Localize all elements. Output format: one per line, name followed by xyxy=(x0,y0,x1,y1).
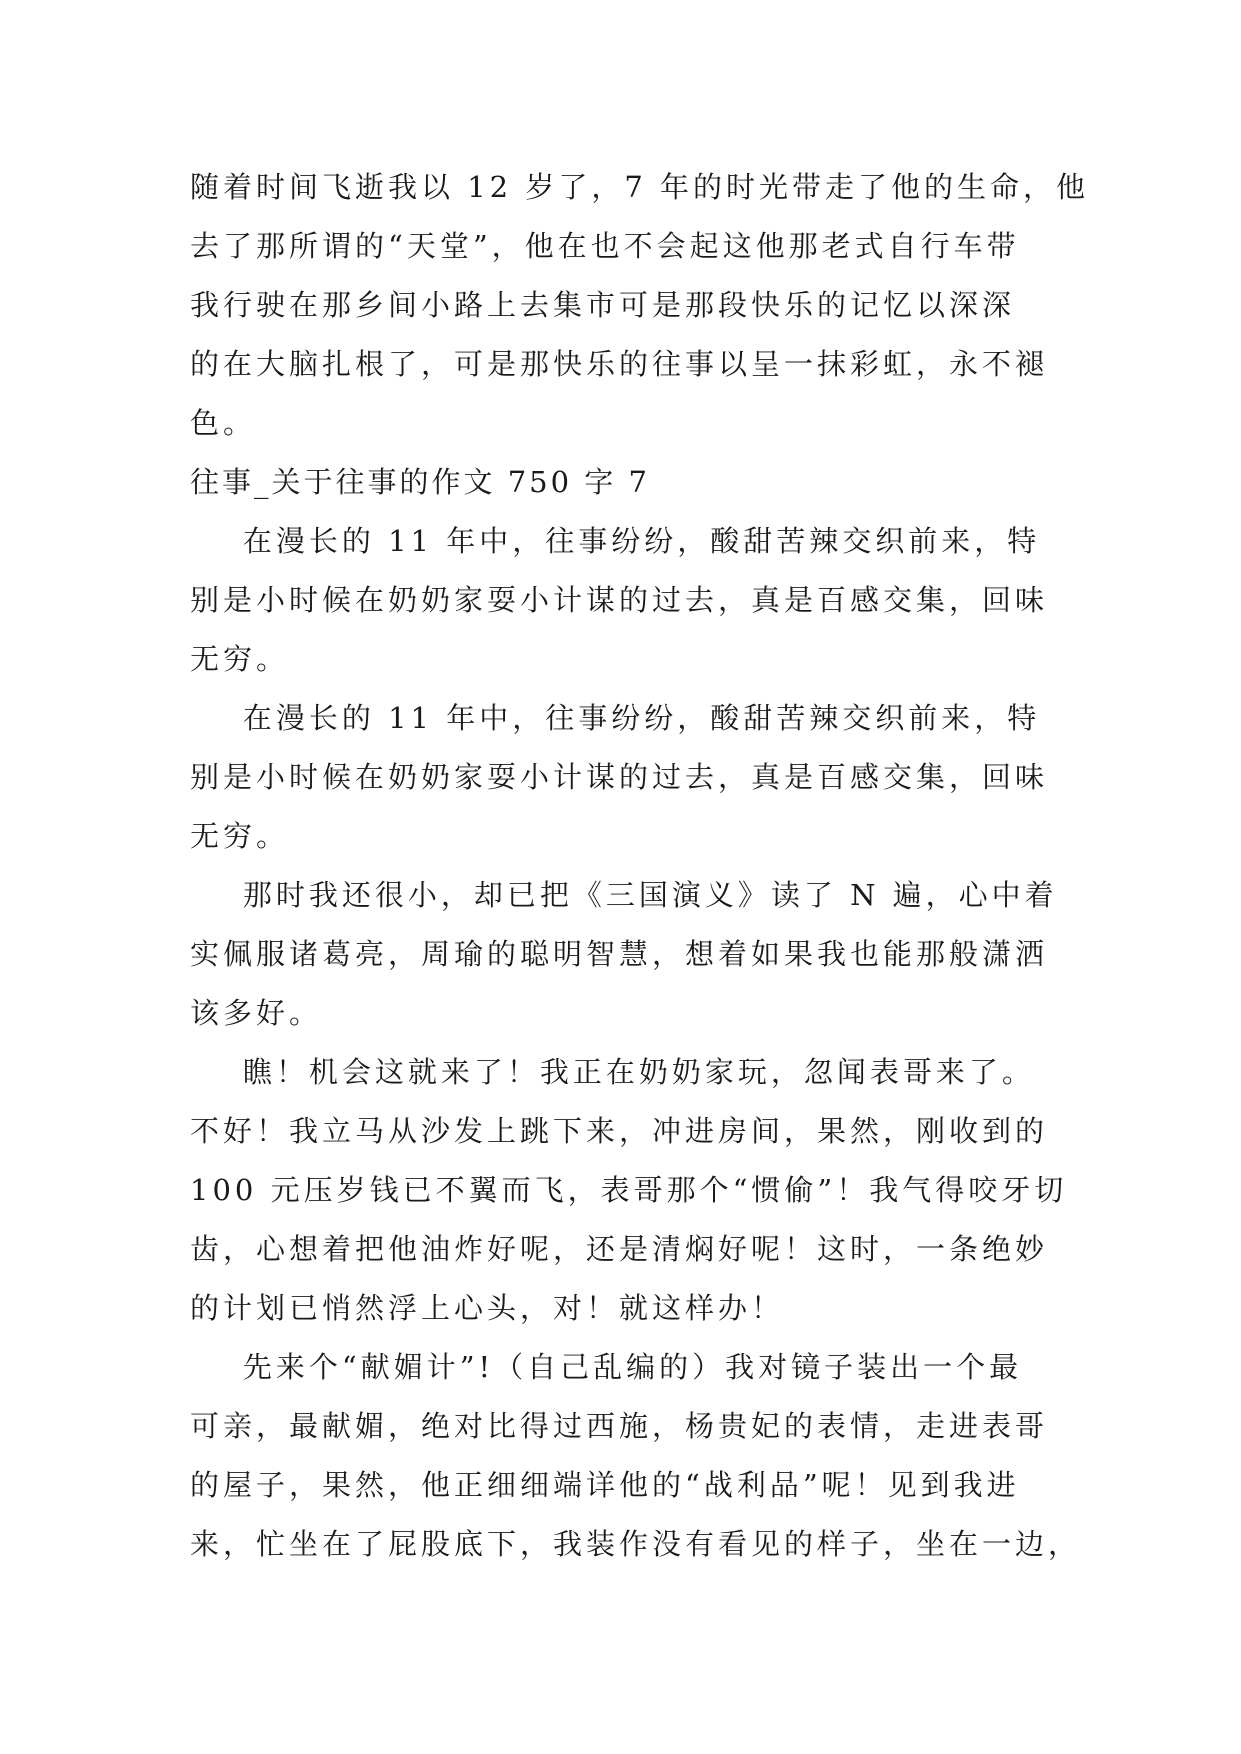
text-line: 来，忙坐在了屁股底下，我装作没有看见的样子，坐在一边， xyxy=(190,1527,1082,1561)
text-line: 色。 xyxy=(190,406,257,440)
document-body xyxy=(190,158,1090,1574)
text-line: 100 元压岁钱已不翼而飞，表哥那个“惯偷”！我气得咬牙切 xyxy=(190,1173,1068,1207)
text-line: 先来个“献媚计”!（自己乱编的）我对镜子装出一个最 xyxy=(190,1350,1023,1384)
text-line: 那时我还很小，却已把《三国演义》读了 N 遍，心中着 xyxy=(190,878,1058,912)
text-line: 该多好。 xyxy=(190,996,323,1030)
text-line: 的在大脑扎根了，可是那快乐的往事以呈一抹彩虹，永不褪 xyxy=(190,347,1049,381)
paragraph-3 xyxy=(190,689,1090,866)
text-line: 无穷。 xyxy=(190,642,290,676)
paragraph-4 xyxy=(190,866,1090,1043)
text-line: 随着时间飞逝我以 12 岁了，7 年的时光带走了他的生命，他 xyxy=(190,170,1090,204)
text-line: 我行驶在那乡间小路上去集市可是那段快乐的记忆以深深 xyxy=(190,288,1016,322)
paragraph-6 xyxy=(190,1338,1090,1574)
paragraph-2 xyxy=(190,512,1090,689)
text-line: 别是小时候在奶奶家耍小计谋的过去，真是百感交集，回味 xyxy=(190,583,1049,617)
text-line: 的计划已悄然浮上心头，对！就这样办！ xyxy=(190,1291,785,1325)
text-line: 在漫长的 11 年中，往事纷纷，酸甜苦辣交织前来，特 xyxy=(190,524,1041,558)
text-line: 的屋子，果然，他正细细端详他的“战利品”呢！见到我进 xyxy=(190,1468,1020,1502)
text-line: 无穷。 xyxy=(190,819,290,853)
text-line: 不好！我立马从沙发上跳下来，冲进房间，果然，刚收到的 xyxy=(190,1114,1049,1148)
text-line: 去了那所谓的“天堂”，他在也不会起这他那老式自行车带 xyxy=(190,229,1020,263)
paragraph-1 xyxy=(190,158,1090,453)
text-line: 可亲，最献媚，绝对比得过西施，杨贵妃的表情，走进表哥 xyxy=(190,1409,1049,1443)
paragraph-5 xyxy=(190,1043,1090,1338)
text-line: 齿，心想着把他油炸好呢，还是清焖好呢！这时，一条绝妙 xyxy=(190,1232,1049,1266)
text-line: 瞧！机会这就来了！我正在奶奶家玩，忽闻表哥来了。 xyxy=(190,1055,1035,1089)
text-line: 别是小时候在奶奶家耍小计谋的过去，真是百感交集，回味 xyxy=(190,760,1049,794)
title-line: 往事_关于往事的作文 750 字 7 xyxy=(190,465,650,499)
section-title xyxy=(190,453,1090,512)
text-line: 在漫长的 11 年中，往事纷纷，酸甜苦辣交织前来，特 xyxy=(190,701,1041,735)
text-line: 实佩服诸葛亮，周瑜的聪明智慧，想着如果我也能那般潇洒 xyxy=(190,937,1049,971)
